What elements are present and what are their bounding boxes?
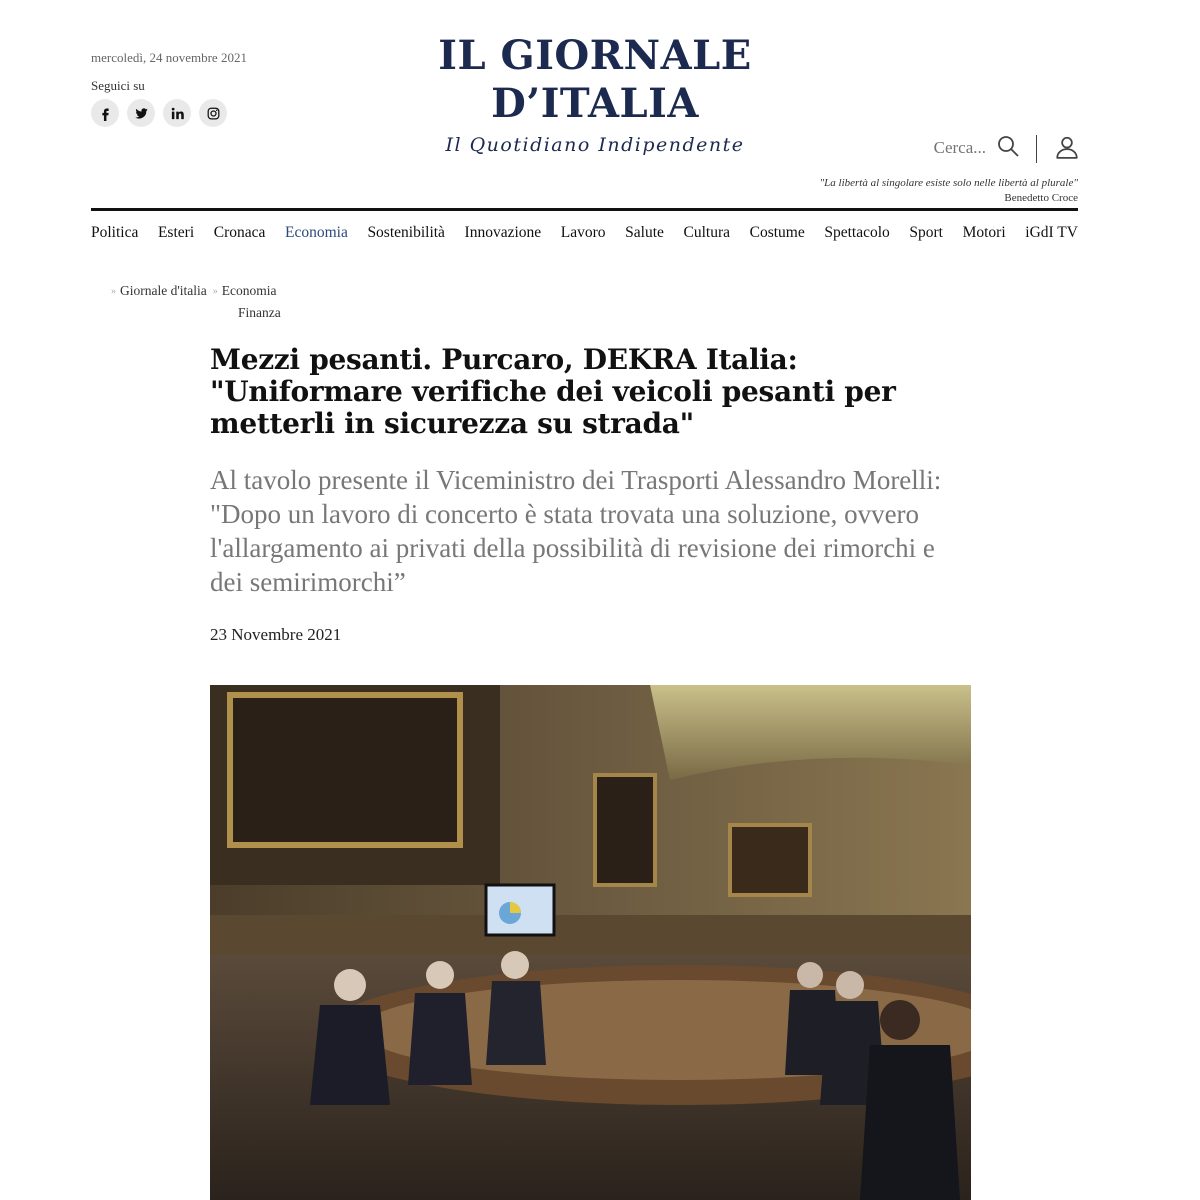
nav-item-lavoro[interactable]: Lavoro <box>560 224 606 241</box>
nav-item-politica[interactable]: Politica <box>91 224 139 241</box>
nav-item-sostenibilita[interactable]: Sostenibilità <box>367 224 445 241</box>
article-subtitle: Al tavolo presente il Viceministro dei Trasporti Alessandro Morelli: "Dopo un lavoro di concerto è stata trovata una soluzione, ovvero l'allargamento ai privati della possibilità di revisione dei rimorchi e dei semirimorchi” <box>210 465 942 597</box>
nav-item-costume[interactable]: Costume <box>749 224 805 241</box>
article-headline: Mezzi pesanti. Purcaro, DEKRA Italia: "Uniformare verifiche dei veicoli pesanti per metterli in sicurezza su strada" <box>210 343 896 440</box>
breadcrumb-finanza[interactable]: Finanza <box>238 305 281 320</box>
nav-item-salute[interactable]: Salute <box>625 224 664 241</box>
nav-item-cultura[interactable]: Cultura <box>683 224 730 241</box>
quote-author: Benedetto Croce <box>1004 192 1078 204</box>
breadcrumb <box>111 283 281 321</box>
current-date: mercoledì, 24 novembre 2021 <box>91 50 247 65</box>
logo-subtitle: Il Quotidiano Indipendente <box>445 134 745 156</box>
header-rule <box>91 208 1078 211</box>
nav-item-innovazione[interactable]: Innovazione <box>464 224 542 241</box>
twitter-icon[interactable] <box>127 99 155 127</box>
breadcrumb-economia[interactable]: Economia <box>221 283 277 298</box>
nav-item-cronaca[interactable]: Cronaca <box>213 224 266 241</box>
nav-item-spettacolo[interactable]: Spettacolo <box>824 224 890 241</box>
nav-item-esteri[interactable]: Esteri <box>157 224 195 241</box>
header-quote <box>820 176 1078 206</box>
main-nav <box>91 224 1078 242</box>
header-divider <box>1036 135 1037 163</box>
nav-item-sport[interactable]: Sport <box>909 224 943 241</box>
nav-item-motori[interactable]: Motori <box>962 224 1006 241</box>
breadcrumb-separator: » <box>212 285 218 297</box>
article-photo <box>210 685 971 1200</box>
breadcrumb-separator: » <box>111 285 116 297</box>
instagram-icon[interactable] <box>199 99 227 127</box>
logo-title: IL GIORNALE D’ITALIA <box>438 32 752 127</box>
nav-item-economia[interactable]: Economia <box>284 224 348 241</box>
user-icon[interactable] <box>1054 134 1080 160</box>
linkedin-icon[interactable] <box>163 99 191 127</box>
facebook-icon[interactable] <box>91 99 119 127</box>
follow-label: Seguici su <box>91 78 145 93</box>
site-logo[interactable] <box>330 32 860 156</box>
search-icon[interactable] <box>996 134 1020 158</box>
article-date: 23 Novembre 2021 <box>210 625 342 644</box>
breadcrumb-home[interactable]: Giornale d'italia <box>120 283 207 298</box>
nav-item-igdi-tv[interactable]: iGdI TV <box>1025 224 1078 241</box>
social-links <box>91 99 227 127</box>
quote-text: "La libertà al singolare esiste solo nelle libertà al plurale" <box>819 177 1078 189</box>
